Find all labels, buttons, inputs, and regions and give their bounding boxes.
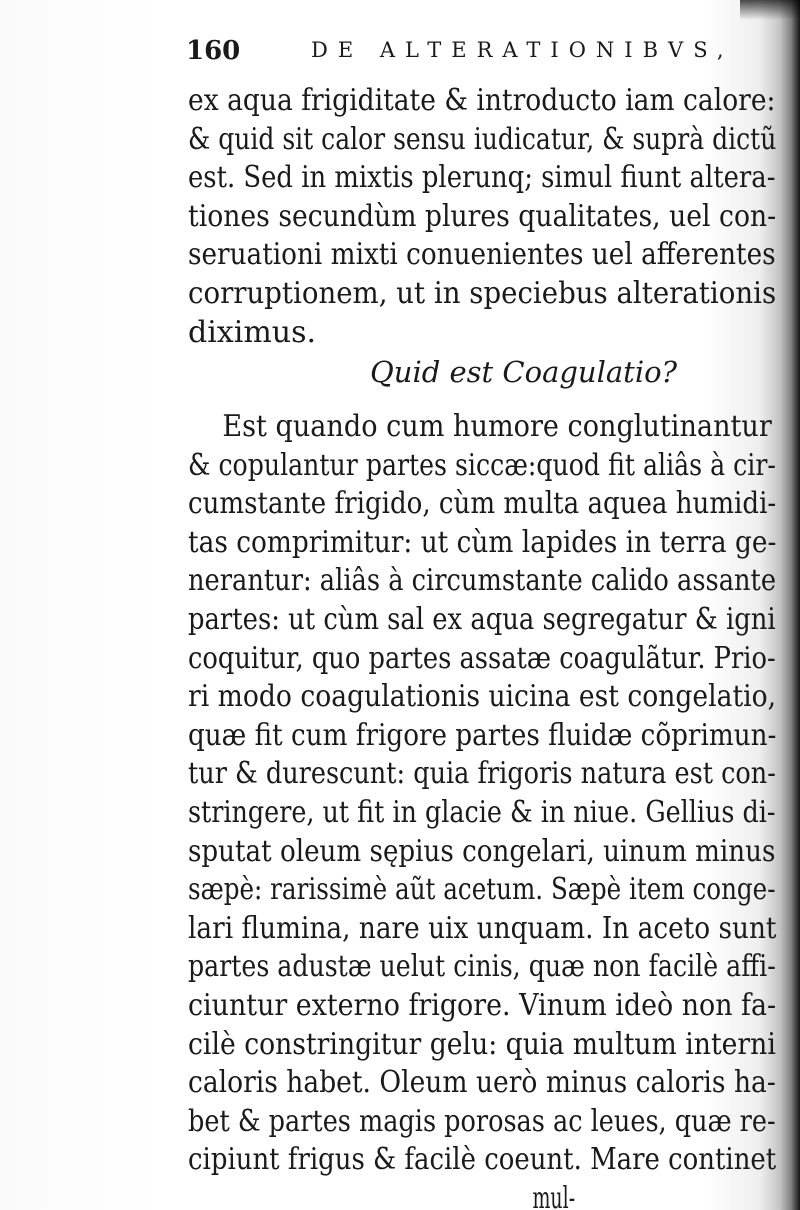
- text-line: corruptionem, ut in speciebus alterationis: [188, 275, 777, 311]
- running-head: DE ALTERATIONIBVS,: [311, 38, 734, 62]
- text-line: ex aqua frigiditate & introducto iam calore:: [188, 83, 776, 118]
- text-line: cilè constringitur gelu: quia multum interni: [188, 1026, 776, 1062]
- text-line: cipiunt frigus & facilè coeunt. Mare continet: [188, 1142, 777, 1178]
- text-line: seruationi mixti conuenientes uel afferentes: [188, 237, 776, 273]
- section-heading: Quid est Coagulatio?: [370, 355, 678, 389]
- text-line: partes: ut cùm sal ex aqua segregatur & igni: [188, 601, 776, 637]
- text-line: diximus.: [188, 314, 317, 350]
- text-line: stringere, ut fit in glacie & in niue. Gellius di-: [188, 794, 776, 830]
- text-line: partes adustæ uelut cinis, quæ non facilè affi-: [188, 949, 776, 985]
- paragraph-2: [188, 408, 788, 1210]
- text-line: tur & durescunt: quia frigoris natura est con-: [188, 756, 776, 792]
- text-line: sputat oleum sępius congelari, uinum minus: [188, 833, 776, 869]
- text-line: ciuntur externo frigore. Vinum ideò non fa-: [188, 987, 777, 1023]
- text-line: tas comprimitur: ut cùm lapides in terra ge-: [188, 524, 777, 560]
- catchword: mul-: [532, 1180, 576, 1210]
- text-line: caloris habet. Oleum uerò minus caloris ha-: [188, 1065, 776, 1101]
- text-line: cumstante frigido, cùm multa aquea humidi-: [188, 486, 777, 522]
- page-number: 160: [186, 36, 241, 66]
- text-line: & quid sit calor sensu iudicatur, & suprà dictũ: [188, 121, 777, 157]
- text-line: lari flumina, nare uix unquam. In aceto sunt: [188, 910, 777, 946]
- paragraph-1: [188, 82, 788, 352]
- text-line: bet & partes magis porosas ac leues, quæ re-: [188, 1103, 776, 1139]
- text-line: coquitur, quo partes assatæ coagulãtur. Prio-: [188, 640, 776, 676]
- text-line: tiones secundùm plures qualitates, uel con-: [188, 198, 777, 234]
- text-line: ri modo coagulationis uicina est congelatio,: [188, 679, 777, 715]
- text-line: & copulantur partes siccæ:quod fit aliâs à cir-: [188, 447, 776, 483]
- page-header: [186, 36, 776, 76]
- text-line: sæpè: rarissimè aũt acetum. Sæpè item conge-: [188, 872, 776, 908]
- text-line: est. Sed in mixtis plerunq; simul fiunt altera-: [188, 160, 776, 196]
- text-line: nerantur: aliâs à circumstante calido assante: [188, 563, 777, 599]
- page-corner-shadow: [740, 0, 800, 20]
- text-line: quæ fit cum frigore partes fluidæ cõprimun-: [188, 717, 777, 753]
- text-line: Est quando cum humore conglutinantur: [222, 409, 772, 444]
